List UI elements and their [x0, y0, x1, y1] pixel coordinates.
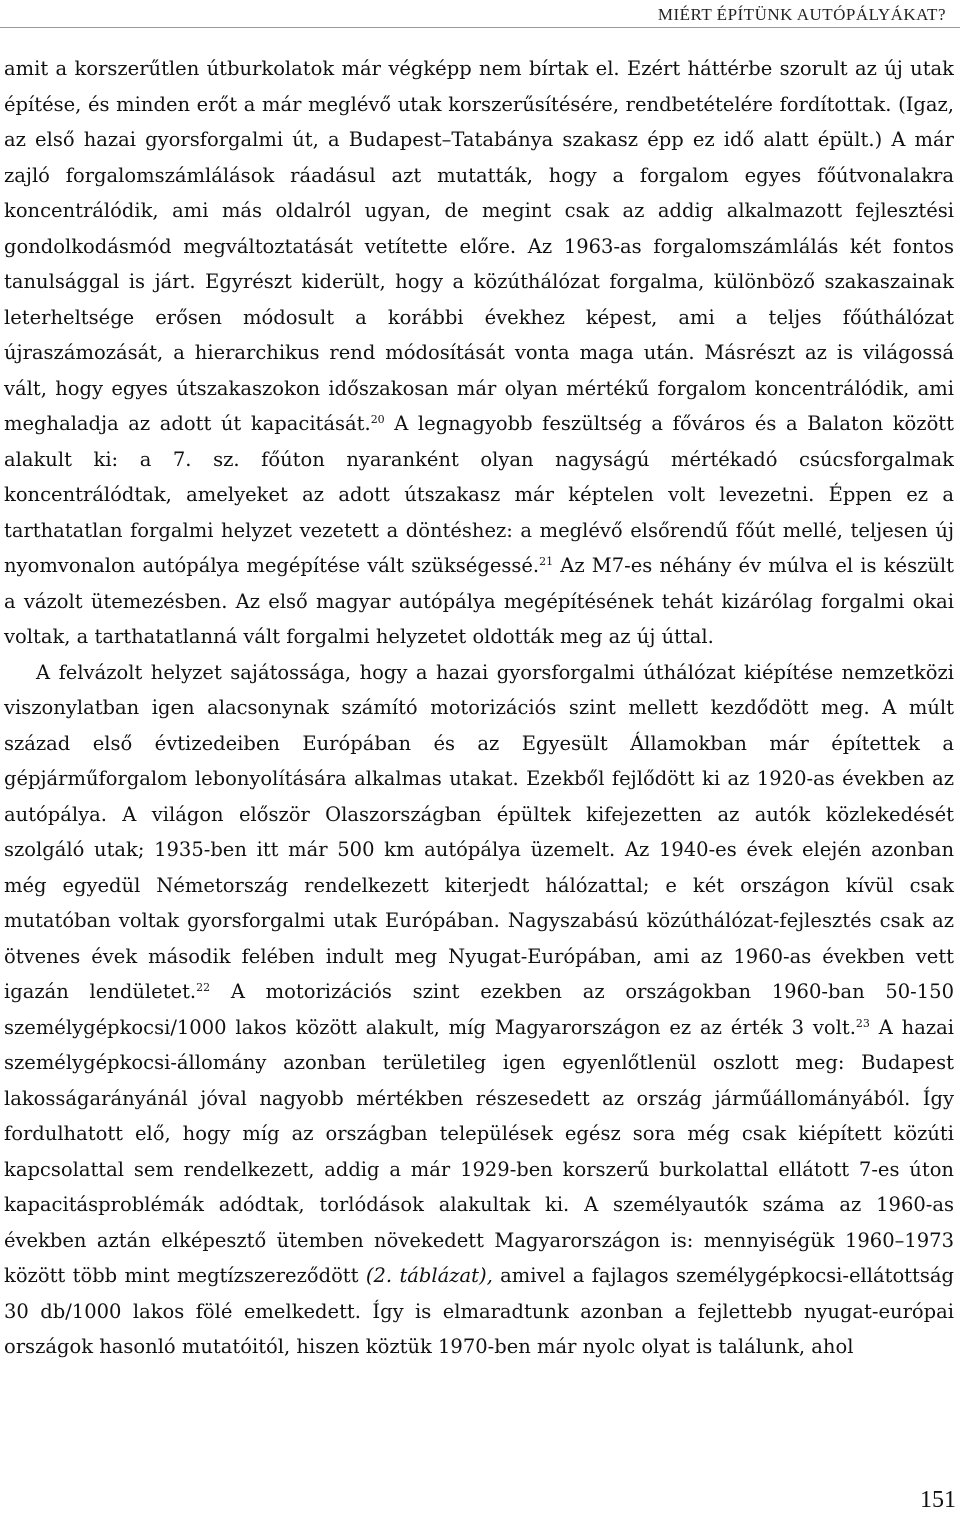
paragraph-2-text: A motorizációs szint ezekben az országokban 1960-ban 50-150 személygépkocsi/1000 lakos között alakult, míg Magyarországon ez az érték 3 volt. [4, 980, 954, 1039]
footnote-ref-21[interactable]: 21 [539, 555, 554, 568]
running-header: MIÉRT ÉPÍTÜNK AUTÓPÁLYÁKAT? [657, 5, 946, 24]
header-divider [0, 27, 960, 28]
body-text [4, 51, 954, 1365]
paragraph-1-text: A legnagyobb feszültség a főváros és a Balaton között alakult ki: a 7. sz. főúton nyaranként olyan nagyságú mértékadó csúcsforgalmak koncentrálódtak, amelyeket az adott útszakasz már képtelen volt levezetni. Éppen ez a tarthatatlan forgalmi helyzet vezetett a döntéshez: a meglévő elsőrendű főút mellé, teljesen új nyomvonalon autópálya megépítése vált szükségessé. [4, 412, 954, 577]
paragraph-2-text: A hazai személygépkocsi-állomány azonban területileg igen egyenlőtlenül oszlott meg: Budapest lakosságarányánál jóval nagyobb mértékben részesedett az ország járműállományából. Így fordulhatott elő, hogy míg az országban települések egész sora még csak kiépített közúti kapcsolattal sem rendelkezett, addig a már 1929-ben korszerű burkolattal ellátott 7-es úton kapacitásproblémák adódtak, torlódások alakultak ki. A személyautók száma az 1960-as években aztán elképesztő ütemben növekedett Magyarországon is: mennyiségük 1960–1973 között több mint megtízszereződött [4, 1015, 954, 1287]
page-number: 151 [920, 1487, 956, 1513]
paragraph-2-text: A felvázolt helyzet sajátossága, hogy a hazai gyorsforgalmi úthálózat kiépítése nemzetközi viszonylatban igen alacsonynak számító motorizációs szint mellett kezdődött meg. A múlt század első évtizedeiben Európában és az Egyesült Államokban már építettek a gépjárműforgalom lebonyolítására alkalmas utakat. Ezekből fejlődött ki az 1920-as években az autópálya. A világon először Olaszországban épültek kifejezetten az autók közlekedését szolgáló utak; 1935-ben itt már 500 km autópálya üzemelt. Az 1940-es évek elején azonban még egyedül Németország rendelkezett kiterjedt hálózattal; e két országon kívül csak mutatóban voltak gyorsforgalmi utak Európában. Nagyszabású közúthálózat-fejlesztés csak az ötvenes évek második felében indult meg Nyugat-Európában, ami az 1960-as években vett igazán lendületet. [4, 660, 954, 1003]
table-reference[interactable]: (2. táblázat), [365, 1264, 493, 1287]
footnote-ref-23[interactable]: 23 [855, 1016, 870, 1030]
paragraph-1 [4, 51, 954, 655]
paragraph-1-text: amit a korszerűtlen útburkolatok már végképp nem bírtak el. Ezért háttérbe szorult az új utak építése, és minden erőt a már meglévő utak korszerűsítésére, rendbetételére fordítottak. (Igaz, az első hazai gyorsforgalmi út, a Budapest–Tatabánya szakasz épp ez idő alatt épült.) A már zajló forgalomszámlálások ráadásul azt mutatták, hogy a forgalom egyes főútvonalakra koncentrálódik, ami más oldalról ugyan, de megint csak az addig alkalmazott fejlesztési gondolkodásmód megváltoztatását vetítette előre. Az 1963-as forgalomszámlálás két fontos tanulsággal is járt. Egyrészt kiderült, hogy a közúthálózat forgalma, különböző szakaszainak leterheltsége erősen módosult a korábbi évekhez képest, ami a teljes főúthálózat újraszámozását, a hierarchikus rend módosítását vonta maga után. Másrészt az is világossá vált, hogy egyes útszakaszokon időszakosan már olyan mértékű forgalom koncentrálódik, ami meghaladja az adott út kapacitását. [4, 57, 954, 435]
paragraph-2 [4, 655, 954, 1365]
footnote-ref-20[interactable]: 20 [370, 413, 385, 426]
paragraph-2-text: amivel a fajlagos személygépkocsi-ellátottság 30 db/1000 lakos fölé emelkedett. Így is elmaradtunk azonban a fejlettebb nyugat-európai országok hasonló mutatóitól, hiszen köztük 1970-ben már nyolc olyat is találunk, ahol [4, 1264, 954, 1358]
footnote-ref-22[interactable]: 22 [196, 981, 211, 994]
paragraph-1-text: Az M7-es néhány év múlva el is készült a vázolt ütemezésben. Az első magyar autópálya megépítésének tehát kizárólag forgalmi okai voltak, a tarthatatlanná vált forgalmi helyzetet oldották meg az új úttal. [4, 554, 954, 648]
